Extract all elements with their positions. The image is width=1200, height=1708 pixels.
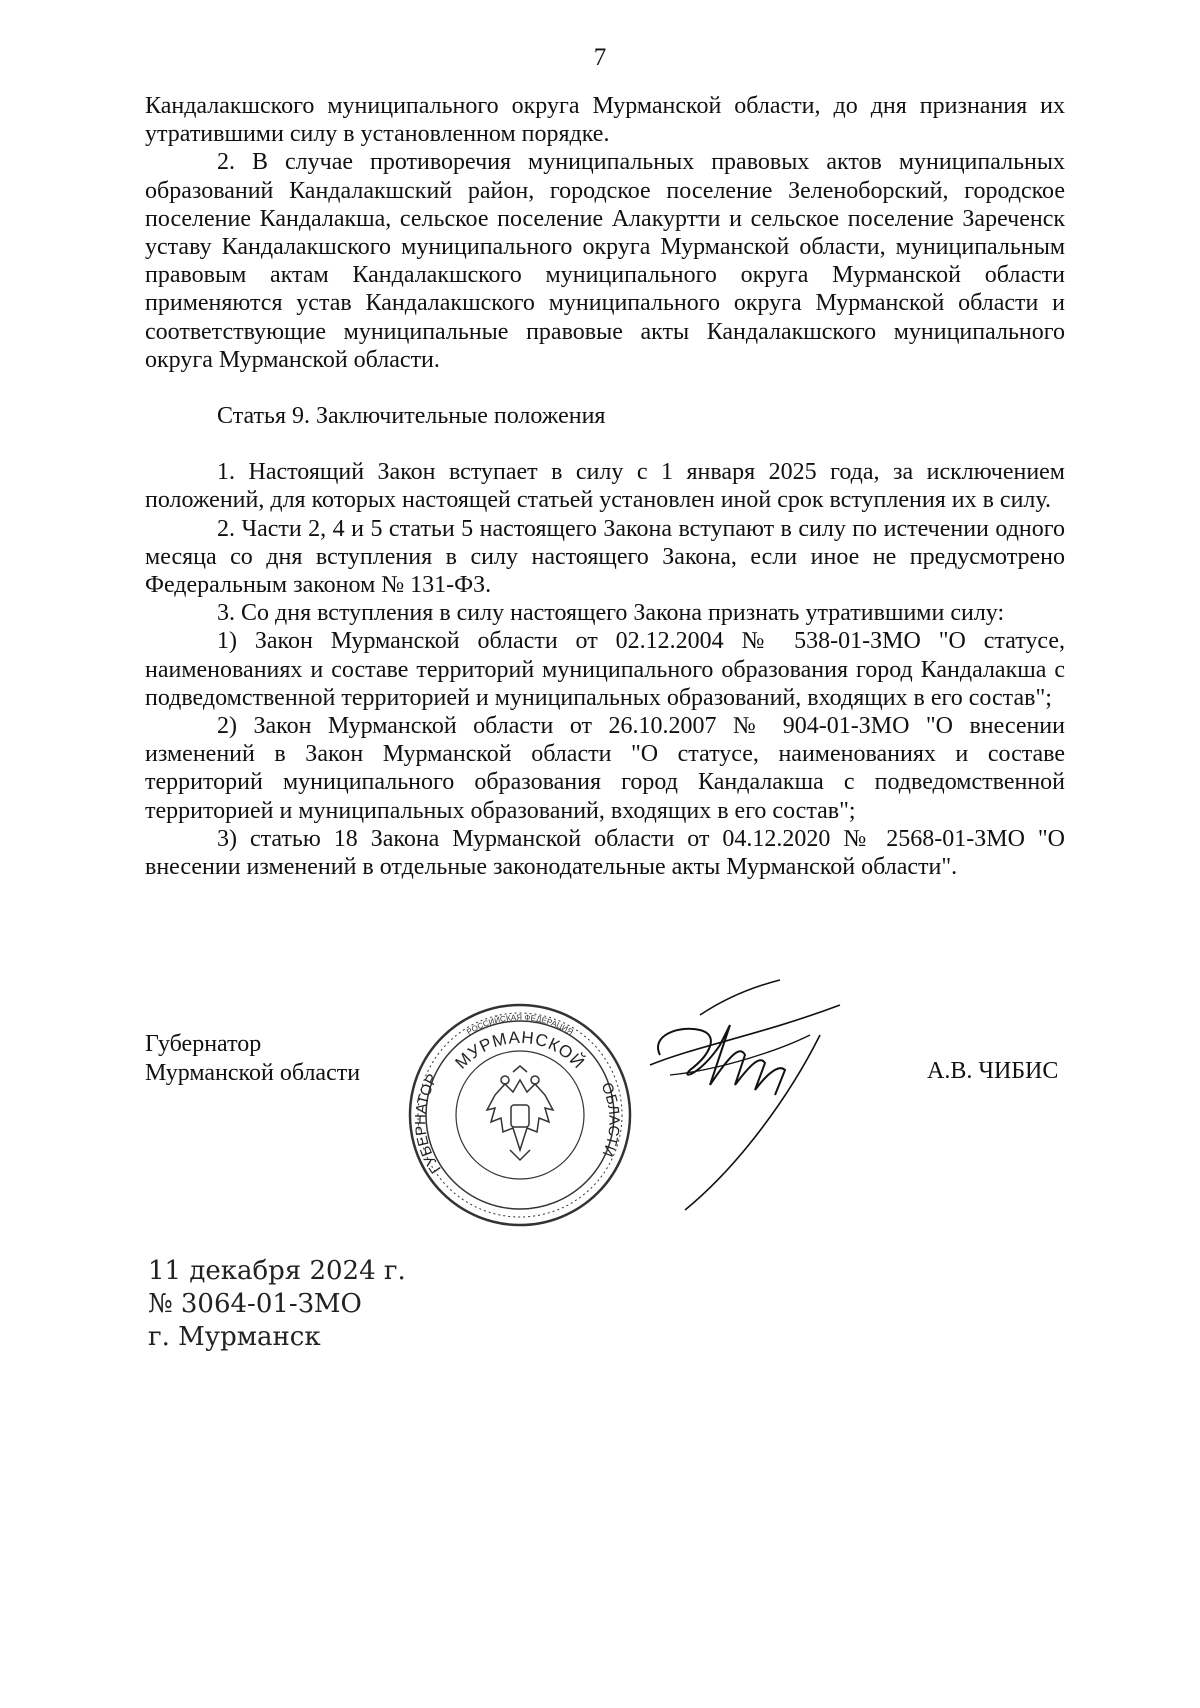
paragraph: Кандалакшского муниципального округа Мурманской области, до дня признания их утратившими силу в установленном порядке. <box>145 93 1065 148</box>
paragraph: 1. Настоящий Закон вступает в силу с 1 января 2025 года, за исключением положений, для которых настоящей статьей установлен иной срок вступления их в силу. <box>145 459 1065 514</box>
list-item: 2) Закон Мурманской области от 26.10.2007 № 904-01-ЗМО "О внесении изменений в Закон Мурманской области "О статусе, наименованиях и составе территорий муниципального образования город Кандалакша с подведомственной территорией и муниципальных образований, входящих в его состав"; <box>145 713 1065 824</box>
list-item: 1) Закон Мурманской области от 02.12.2004 № 538-01-ЗМО "О статусе, наименованиях и составе территорий муниципального образования город Кандалакша с подведомственной территорией и муниципальных образований, входящих в его состав"; <box>145 628 1065 711</box>
signing-city: г. Мурманск <box>148 1322 321 1352</box>
list-item: 3) статью 18 Закона Мурманской области от 04.12.2020 № 2568-01-ЗМО "О внесении изменений в отдельные законодательные акты Мурманской области". <box>145 825 1065 881</box>
document-body <box>145 92 1065 881</box>
svg-text:ОБЛАСТИ <box>597 1080 622 1159</box>
page-number: 7 <box>593 44 607 71</box>
document-meta <box>148 1255 406 1354</box>
paragraph: 2. В случае противоречия муниципальных правовых актов муниципальных образований Кандалакшский район, городское поселение Зеленоборский, городское поселение Кандалакша, сельское поселение Алакуртти и сельское поселение Зареченск уставу Кандалакшского муниципального округа Мурманской области, муниципальным правовым актам Кандалакшского муниципального округа Мурманской области применяются устав Кандалакшского муниципального округа Мурманской области и соответствующие муниципальные правовые акты Кандалакшского муниципального округа Мурманской области. <box>145 149 1065 373</box>
signatory-title-line2: Мурманской области <box>145 1059 361 1086</box>
paragraph: 2. Части 2, 4 и 5 статьи 5 настоящего Закона вступают в силу по истечении одного месяца со дня вступления в силу настоящего Закона, если иное не предусмотрено Федеральным законом № 131-ФЗ. <box>145 515 1065 599</box>
seal-right-text: ОБЛАСТИ <box>597 1080 623 1159</box>
signatory-title <box>145 1030 360 1087</box>
svg-text:ГУБЕРНАТОР <box>412 1071 444 1176</box>
handwritten-signature <box>640 975 870 1220</box>
article-heading: Статья 9. Заключительные положения <box>217 403 606 430</box>
signing-date: 11 декабря 2024 г. <box>148 1256 406 1286</box>
seal-outer-text: РОССИЙСКАЯ ФЕДЕРАЦИЯ <box>465 1012 575 1037</box>
signatory-title-line1: Губернатор <box>145 1031 262 1057</box>
paragraph: 3. Со дня вступления в силу настоящего Закона признать утратившими силу: <box>217 600 1005 627</box>
seal-left-text: ГУБЕРНАТОР <box>412 1071 445 1177</box>
double-headed-eagle-icon <box>487 1066 553 1160</box>
signatory-name: А.В. ЧИБИС <box>927 1058 1059 1084</box>
seal-top-text: МУРМАНСКОЙ <box>451 1027 589 1073</box>
law-number: № 3064-01-ЗМО <box>148 1289 362 1319</box>
official-seal <box>405 1000 635 1235</box>
